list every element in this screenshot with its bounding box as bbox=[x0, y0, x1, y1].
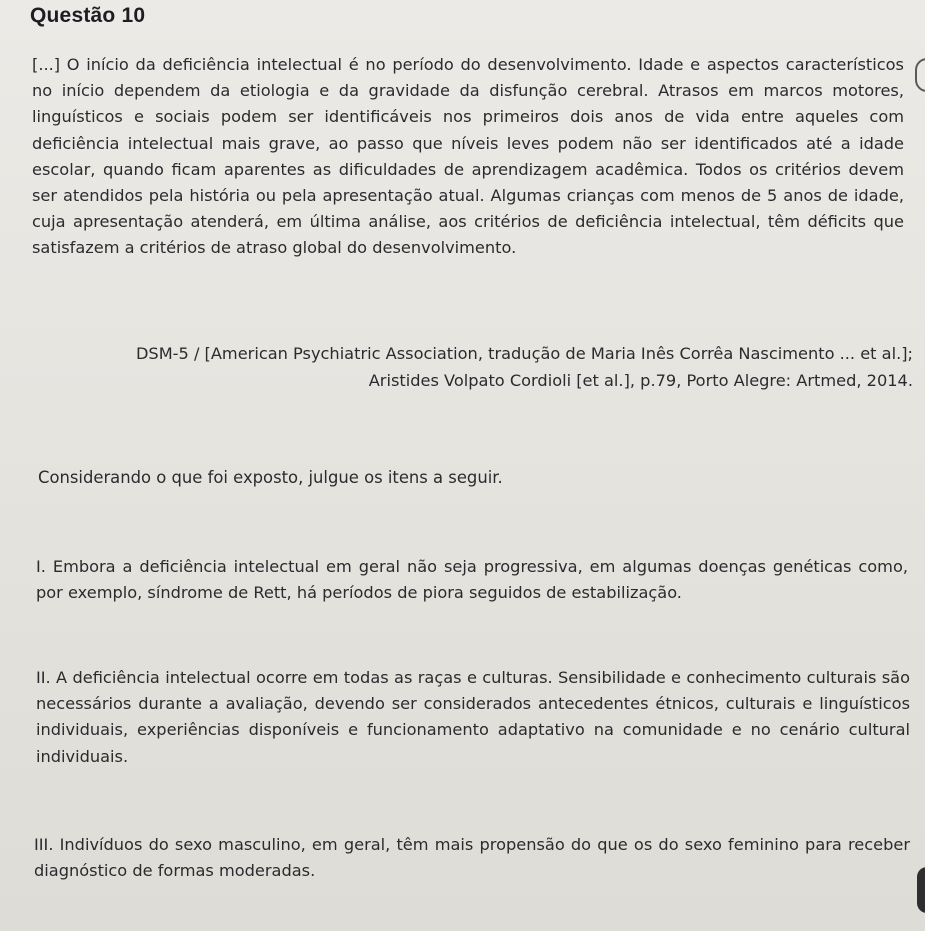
question-text: [...] O início da deficiência intelectual é no período do desenvolvimento. Idade e aspectos característicos no início dependem da etiologia e da gravidade da disfunção cerebral. Atrasos em marcos motores, linguísticos e sociais podem ser identificáveis nos primeiros dois anos de vida entre aqueles com deficiência intelectual mais grave, ao passo que níveis leves podem não ser identificados até a idade escolar, quando ficam aparentes as dificuldades de aprendizagem acadêmica. Todos os critérios devem ser atendidos pela história ou pela apresentação atual. Algumas crianças com menos de 5 anos de idade, cuja apresentação atenderá, em última análise, aos critérios de deficiência intelectual, têm déficits que satisfazem a critérios de atraso global do desenvolvimento. bbox=[32, 55, 904, 258]
item-iii: III. Indivíduos do sexo masculino, em geral, têm mais propensão do que os do sexo feminino para receber diagnóstico de formas moderadas. bbox=[34, 835, 910, 881]
page-edge-shadow bbox=[917, 867, 925, 913]
item-ii: II. A deficiência intelectual ocorre em todas as raças e culturas. Sensibilidade e conhecimento culturais são necessários durante a avaliação, devendo ser considerados antecedentes étnicos, culturais e linguísticos individuais, experiências disponíveis e funcionamento adaptativo na comunidade e no cenário cultural individuais. bbox=[36, 668, 910, 766]
page-edge-clip-icon bbox=[915, 58, 925, 92]
citation-line-1: DSM-5 / [American Psychiatric Association, tradução de Maria Inês Corrêa Nascimento ... et al.]; bbox=[135, 344, 913, 363]
citation bbox=[33, 341, 913, 394]
item-i: I. Embora a deficiência intelectual em geral não seja progressiva, em algumas doenças genéticas como, por exemplo, síndrome de Rett, há períodos de piora seguidos de estabilização. bbox=[36, 557, 908, 603]
question-title: Questão 10 bbox=[30, 4, 146, 27]
citation-line-2: Aristides Volpato Cordioli [et al.], p.79, Porto Alegre: Artmed, 2014. bbox=[368, 370, 913, 390]
instruction-text: Considerando o que foi exposto, julgue os itens a seguir. bbox=[38, 468, 503, 487]
